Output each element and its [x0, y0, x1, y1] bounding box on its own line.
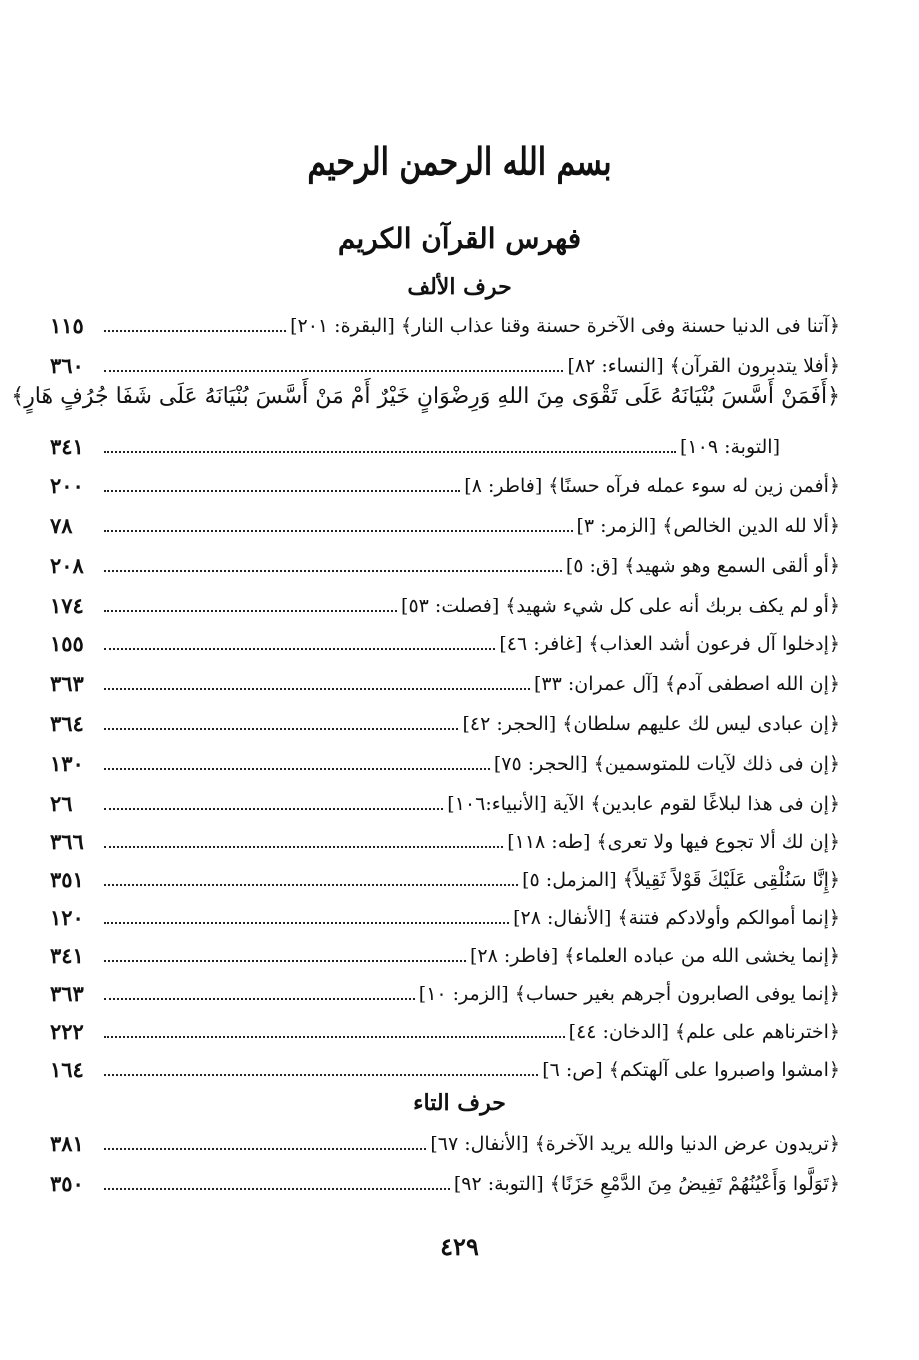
entry-text: ﴿إن عبادى ليس لك عليهم سلطان﴾ [الحجر: ٤٢] — [462, 713, 840, 736]
entry-page: ٢٠٠ — [50, 472, 84, 498]
section-heading-ta: حرف التاء — [413, 1090, 506, 1116]
leader-dots — [104, 767, 490, 770]
leader-dots — [104, 329, 286, 332]
entry-text: ﴿تريدون عرض الدنيا والله يريد الآخرة﴾ [الأنفال: ٦٧] — [430, 1133, 840, 1156]
leader-dots — [104, 883, 518, 886]
leader-dots — [104, 1073, 538, 1076]
entry-text: ﴿إنما يوفى الصابرون أجرهم بغير حساب﴾ [الزمر: ١٠] — [418, 983, 840, 1006]
index-entry — [50, 740, 840, 776]
entry-text: ﴿إِنَّا سَنُلْقِى عَلَيْكَ قَوْلاً ثَقِيلاً﴾ [المزمل: ٥] — [522, 869, 840, 892]
section-heading-alif: حرف الألف — [407, 274, 512, 300]
entry-text: ﴿أو لم يكف بربك أنه على كل شيء شهيد﴾ [فصلت: ٥٣] — [401, 595, 840, 618]
leader-dots — [104, 997, 415, 1000]
entry-page: ٣٦٣ — [50, 980, 84, 1006]
index-entry — [50, 582, 840, 618]
entry-text: ﴿إنما يخشى الله من عباده العلماء﴾ [فاطر: ٢٨] — [469, 945, 840, 968]
leader-dots — [104, 569, 562, 572]
leader-dots — [104, 450, 676, 453]
entry-page: ٣٨١ — [50, 1130, 84, 1156]
index-entry — [50, 970, 840, 1006]
leader-dots — [104, 727, 458, 730]
index-entry — [50, 462, 840, 498]
index-entry — [50, 1008, 840, 1044]
index-entry — [50, 1120, 840, 1156]
basmala: بسم الله الرحمن الرحيم — [307, 140, 612, 185]
index-entry — [50, 342, 840, 378]
entry-page: ١٧٤ — [50, 592, 84, 618]
entry-page: ٢٦ — [50, 790, 73, 816]
index-entry — [50, 1046, 840, 1082]
leader-dots — [104, 921, 509, 924]
index-entry — [50, 856, 840, 892]
entry-page: ٢٢٢ — [50, 1018, 84, 1044]
leader-dots — [104, 1147, 426, 1150]
page-number: ٤٢٩ — [440, 1232, 479, 1261]
index-entry — [50, 302, 840, 338]
leader-dots — [104, 1187, 450, 1190]
entry-text: ﴿أفمن زين له سوء عمله فرآه حسنًا﴾ [فاطر: ٨] — [464, 475, 840, 498]
entry-text: ﴿إن الله اصطفى آدم﴾ [آل عمران: ٣٣] — [533, 673, 840, 696]
entry-page: ١١٥ — [50, 312, 84, 338]
entry-page: ٢٠٨ — [50, 552, 84, 578]
entry-text: ﴿إن فى هذا لبلاغًا لقوم عابدين﴾ الآية [الأنبياء:١٠٦] — [447, 793, 840, 816]
entry-text: ﴿ألا لله الدين الخالص﴾ [الزمر: ٣] — [576, 515, 840, 538]
leader-dots — [104, 687, 530, 690]
leader-dots — [104, 609, 397, 612]
leader-dots — [104, 845, 503, 848]
entry-page: ٣٤١ — [50, 942, 84, 968]
entry-text: ﴿إن لك ألا تجوع فيها ولا تعرى﴾ [طه: ١١٨] — [507, 831, 840, 854]
index-entry — [50, 894, 840, 930]
index-entry — [50, 660, 840, 696]
entry-page: ٣٦٤ — [50, 710, 84, 736]
leader-dots — [104, 807, 443, 810]
entry-page: ٧٨ — [50, 512, 73, 538]
leader-dots — [104, 369, 563, 372]
leader-dots — [104, 1035, 565, 1038]
leader-dots — [104, 959, 466, 962]
index-entry — [50, 502, 840, 538]
entry-text: [التوبة: ١٠٩] — [680, 436, 780, 459]
entry-page: ١٥٥ — [50, 630, 84, 656]
entry-page: ١٢٠ — [50, 904, 84, 930]
index-entry — [50, 932, 840, 968]
leader-dots — [104, 489, 460, 492]
page-title: فهرس القرآن الكريم — [337, 222, 582, 255]
entry-text: ﴿إدخلوا آل فرعون أشد العذاب﴾ [غافر: ٤٦] — [499, 633, 840, 656]
entry-text: ﴿تَوَلَّوا وَأَعْيُنُهُمْ تَفِيضُ مِنَ الدَّمْعِ حَزَنًا﴾ [التوبة: ٩٢] — [453, 1173, 840, 1196]
leader-dots — [104, 647, 495, 650]
index-entry — [50, 818, 840, 854]
entry-text: ﴿أفلا يتدبرون القرآن﴾ [النساء: ٨٢] — [567, 355, 840, 378]
index-entry — [50, 620, 840, 656]
entry-page: ١٦٤ — [50, 1056, 84, 1082]
entry-page: ٣٦٣ — [50, 670, 84, 696]
entry-text: ﴿أو ألقى السمع وهو شهيد﴾ [ق: ٥] — [565, 555, 840, 578]
entry-text: ﴿إنما أموالكم وأولادكم فتنة﴾ [الأنفال: ٢٨] — [513, 907, 840, 930]
entry-page: ٣٦٦ — [50, 828, 84, 854]
index-entry — [50, 423, 840, 459]
entry-text: ﴿امشوا واصبروا على آلهتكم﴾ [ص: ٦] — [542, 1059, 840, 1082]
entry-verse-line: ﴿أَفَمَنْ أَسَّسَ بُنْيَانَهُ عَلَى تَقْوَى مِنَ اللهِ وَرِضْوَانٍ خَيْرٌ أَمْ مَنْ أَسَّسَ بُنْيَانَهُ عَلَى شَفَا جُرُفٍ هَارٍ﴾ — [11, 384, 840, 409]
index-entry — [50, 542, 840, 578]
entry-text: ﴿اخترناهم على علم﴾ [الدخان: ٤٤] — [568, 1021, 840, 1044]
entry-text: ﴿آتنا فى الدنيا حسنة وفى الآخرة حسنة وقنا عذاب النار﴾ [البقرة: ٢٠١] — [290, 315, 840, 338]
index-entry — [50, 1160, 840, 1196]
entry-page: ١٣٠ — [50, 750, 84, 776]
entry-page: ٣٥١ — [50, 866, 84, 892]
entry-page: ٣٦٠ — [50, 352, 84, 378]
entry-page: ٣٤١ — [50, 433, 84, 459]
entry-text: ﴿إن فى ذلك لآيات للمتوسمين﴾ [الحجر: ٧٥] — [493, 753, 840, 776]
leader-dots — [104, 529, 573, 532]
entry-page: ٣٥٠ — [50, 1170, 84, 1196]
index-entry — [50, 700, 840, 736]
index-entry — [50, 780, 840, 816]
